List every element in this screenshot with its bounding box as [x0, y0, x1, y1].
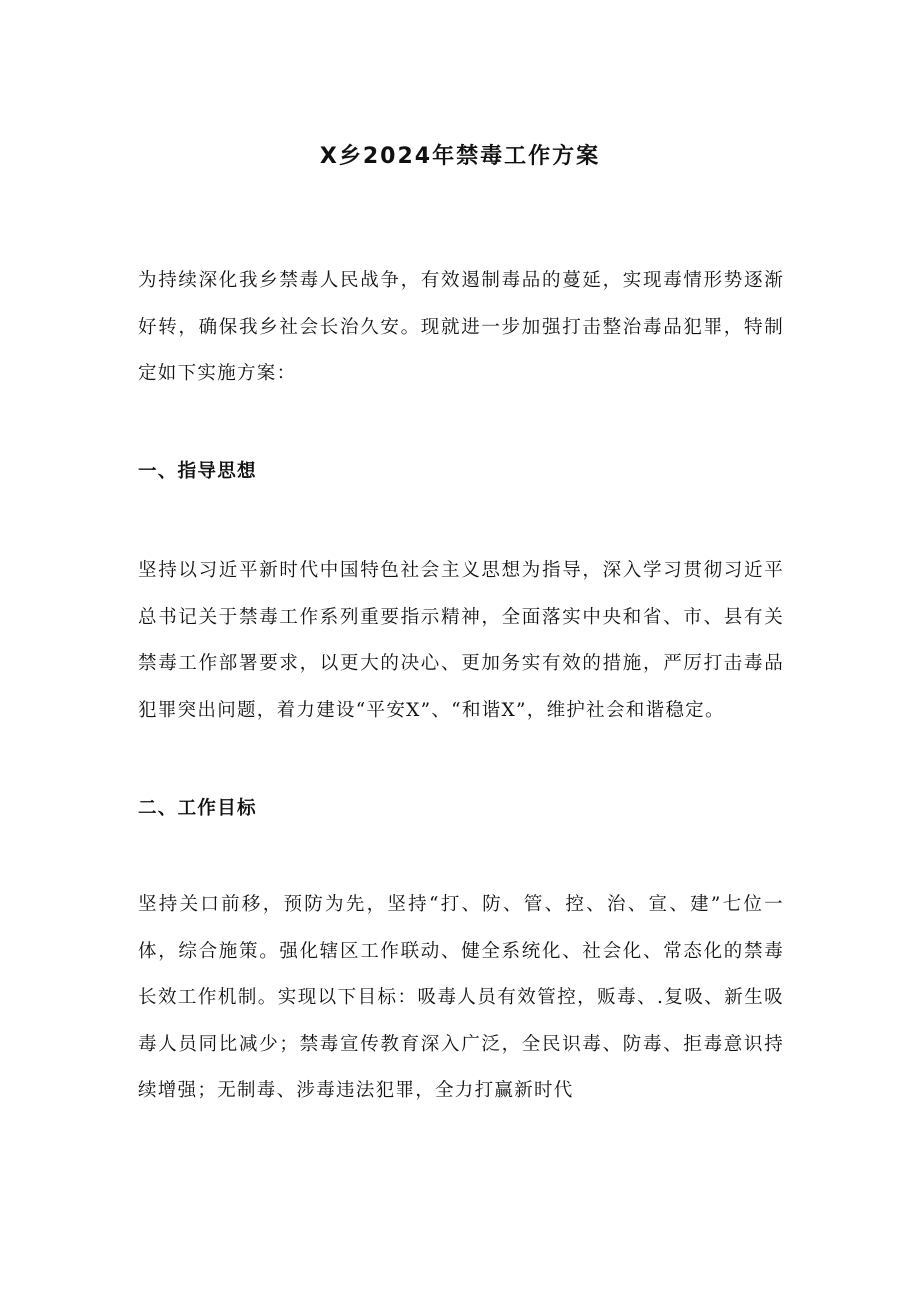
intro-paragraph: 为持续深化我乡禁毒人民战争，有效遏制毒品的蔓延，实现毒情形势逐渐好转，确保我乡社会长治久安。现就进一步加强打击整治毒品犯罪，特制定如下实施方案：	[138, 270, 784, 384]
section-body-guiding-ideology: 坚持以习近平新时代中国特色社会主义思想为指导，深入学习贯彻习近平总书记关于禁毒工作系列重要指示精神，全面落实中央和省、市、县有关禁毒工作部署要求，以更大的决心、更加务实有效的措施，严厉打击毒品犯罪突出问题，着力建设“平安X”、“和谐X”，维护社会和谐稳定。	[138, 560, 784, 721]
document-title: X乡2024年禁毒工作方案	[319, 144, 601, 169]
section-heading-guiding-ideology: 一、指导思想	[138, 461, 257, 482]
section-heading-work-goals: 二、工作目标	[138, 798, 257, 819]
section-body-work-goals: 坚持关口前移，预防为先，坚持“打、防、管、控、治、宣、建”七位一体，综合施策。强化辖区工作联动、健全系统化、社会化、常态化的禁毒长效工作机制。实现以下目标：吸毒人员有效管控，贩毒、.复吸、新生吸毒人员同比减少；禁毒宣传教育深入广泛，全民识毒、防毒、拒毒意识持续增强；无制毒、涉毒违法犯罪，全力打赢新时代	[138, 894, 784, 1101]
